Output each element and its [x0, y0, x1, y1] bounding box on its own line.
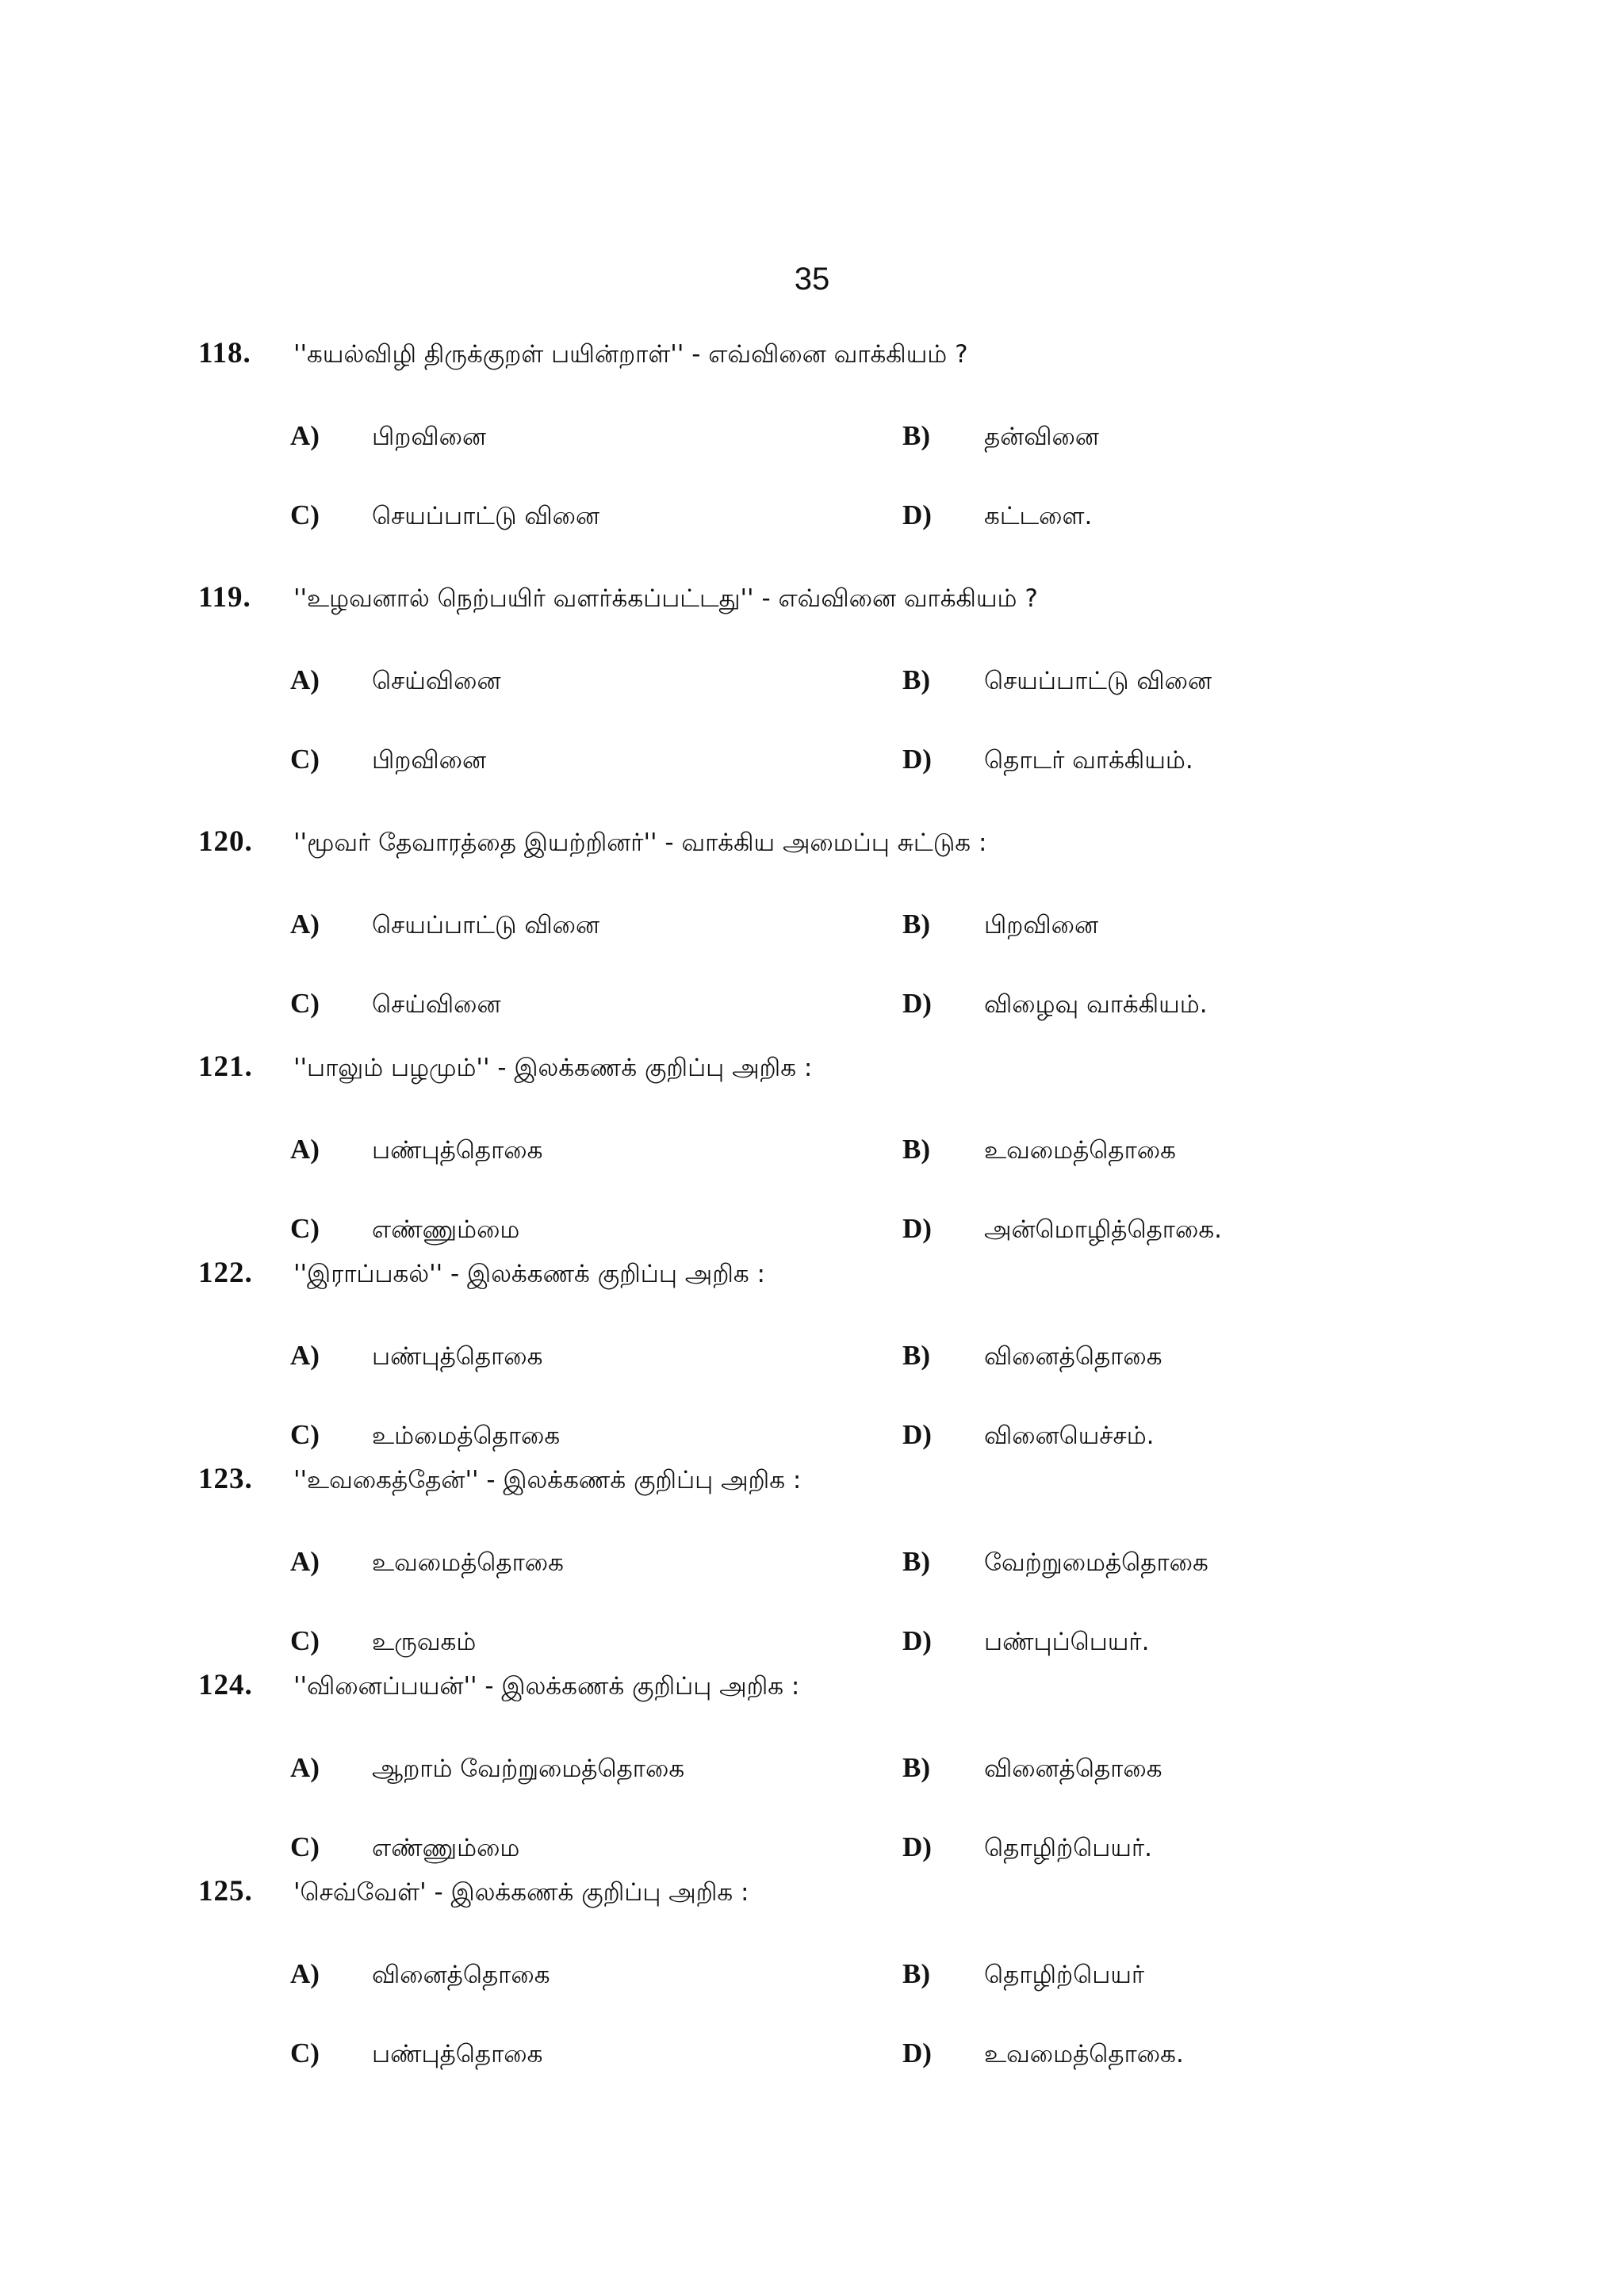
option-a [290, 1335, 542, 1377]
option-d [902, 2033, 1184, 2075]
question-123 [198, 1459, 1546, 1662]
option-text: விழைவு வாக்கியம். [984, 990, 1208, 1019]
question-text: ''உவகைத்தேன்'' - இலக்கணக் குறிப்பு அறிக : [293, 1466, 802, 1494]
option-row [198, 1129, 1546, 1170]
option-letter: C) [290, 1625, 320, 1656]
option-row [198, 1827, 1546, 1868]
question-number: 122. [198, 1257, 253, 1289]
option-row [198, 1208, 1546, 1249]
option-b [902, 1129, 1176, 1171]
option-letter: A) [290, 1546, 320, 1577]
option-letter: B) [902, 1958, 930, 1989]
option-d [902, 1414, 1155, 1456]
option-a [290, 1129, 542, 1171]
option-letter: A) [290, 1134, 320, 1165]
option-text: வினைத்தொகை [984, 1342, 1162, 1371]
option-text: உவமைத்தொகை [372, 1548, 564, 1577]
option-text: உவமைத்தொகை [984, 1136, 1176, 1165]
option-row [198, 983, 1546, 1024]
option-b [902, 904, 1098, 946]
option-b [902, 415, 1099, 457]
option-row [198, 904, 1546, 945]
option-letter: A) [290, 909, 320, 939]
option-letter: C) [290, 2038, 320, 2068]
option-c [290, 1621, 476, 1663]
option-letter: D) [902, 744, 932, 775]
option-b [902, 1954, 1144, 1996]
option-letter: A) [290, 1958, 320, 1989]
option-c [290, 739, 486, 781]
option-row [198, 1954, 1546, 1995]
question-header [198, 1253, 1546, 1294]
option-text: பண்புத்தொகை [372, 1342, 543, 1371]
question-text: ''இராப்பகல்'' - இலக்கணக் குறிப்பு அறிக : [293, 1260, 765, 1288]
question-number: 118. [198, 337, 251, 369]
option-text: தொடர் வாக்கியம். [984, 746, 1193, 775]
option-b [902, 1747, 1162, 1789]
option-d [902, 739, 1193, 781]
option-row [198, 1747, 1546, 1789]
option-text: எண்ணும்மை [372, 1834, 520, 1862]
option-c [290, 983, 501, 1025]
option-letter: D) [902, 988, 932, 1019]
option-text: உவமைத்தொகை. [984, 2040, 1184, 2068]
option-text: செய்வினை [372, 667, 501, 695]
question-header [198, 1665, 1546, 1706]
option-letter: A) [290, 1752, 320, 1783]
question-text: ''பாலும் பழமும்'' - இலக்கணக் குறிப்பு அறிக : [293, 1054, 813, 1082]
option-text: செய்வினை [372, 990, 501, 1019]
question-number: 125. [198, 1875, 253, 1908]
option-letter: B) [902, 664, 930, 695]
option-row [198, 1335, 1546, 1376]
question-121 [198, 1047, 1546, 1249]
option-letter: B) [902, 1546, 930, 1577]
option-text: எண்ணும்மை [372, 1215, 520, 1244]
option-d [902, 983, 1208, 1025]
option-row [198, 660, 1546, 701]
question-text: ''உழவனால் நெற்பயிர் வளர்க்கப்பட்டது'' - எவ்வினை வாக்கியம் ? [293, 584, 1038, 613]
option-letter: A) [290, 664, 320, 695]
option-row [198, 415, 1546, 457]
option-text: உருவகம் [372, 1628, 477, 1656]
question-number: 119. [198, 581, 251, 614]
question-number: 121. [198, 1050, 253, 1083]
option-letter: D) [902, 2038, 932, 2068]
option-row [198, 739, 1546, 780]
question-header [198, 333, 1546, 374]
option-text: பிறவினை [372, 746, 487, 775]
option-c [290, 1827, 519, 1869]
option-letter: A) [290, 1340, 320, 1371]
option-row [198, 2033, 1546, 2074]
option-c [290, 2033, 542, 2075]
question-header [198, 1871, 1546, 1912]
option-text: தொழிற்பெயர். [984, 1834, 1152, 1862]
option-letter: C) [290, 1213, 320, 1244]
question-125 [198, 1871, 1546, 2074]
option-letter: C) [290, 1831, 320, 1862]
option-b [902, 660, 1212, 702]
question-number: 120. [198, 825, 253, 858]
option-text: ஆறாம் வேற்றுமைத்தொகை [372, 1755, 685, 1783]
option-letter: B) [902, 1134, 930, 1165]
option-c [290, 495, 599, 537]
option-text: வினைத்தொகை [372, 1961, 550, 1989]
option-a [290, 1541, 564, 1583]
option-c [290, 1414, 560, 1456]
option-a [290, 415, 486, 457]
option-text: உம்மைத்தொகை [372, 1422, 561, 1450]
option-a [290, 904, 599, 946]
option-letter: D) [902, 1419, 932, 1450]
page-number: 35 [794, 262, 830, 297]
option-text: பண்புத்தொகை [372, 1136, 543, 1165]
option-text: கட்டளை. [984, 502, 1093, 530]
option-text: செயப்பாட்டு வினை [372, 911, 600, 939]
question-text: ''மூவர் தேவாரத்தை இயற்றினர்'' - வாக்கிய அமைப்பு சுட்டுக : [293, 828, 987, 857]
option-letter: D) [902, 1625, 932, 1656]
option-row [198, 495, 1546, 536]
question-number: 123. [198, 1463, 253, 1495]
option-row [198, 1414, 1546, 1456]
option-d [902, 1621, 1149, 1663]
option-a [290, 1747, 684, 1789]
option-letter: A) [290, 420, 320, 451]
option-row [198, 1541, 1546, 1582]
option-text: வினைத்தொகை [984, 1755, 1162, 1783]
question-header [198, 1047, 1546, 1088]
option-text: வினையெச்சம். [984, 1422, 1155, 1450]
option-text: பிறவினை [372, 423, 487, 451]
option-d [902, 1827, 1152, 1869]
question-124 [198, 1665, 1546, 1868]
option-text: பண்புப்பெயர். [984, 1628, 1150, 1656]
question-header [198, 821, 1546, 863]
option-text: பிறவினை [984, 911, 1099, 939]
option-letter: C) [290, 744, 320, 775]
option-text: செயப்பாட்டு வினை [372, 502, 600, 530]
question-header [198, 577, 1546, 618]
option-b [902, 1335, 1162, 1377]
option-text: பண்புத்தொகை [372, 2040, 543, 2068]
option-letter: D) [902, 1831, 932, 1862]
option-row [198, 1621, 1546, 1662]
option-d [902, 495, 1092, 537]
option-letter: C) [290, 499, 320, 530]
option-d [902, 1208, 1222, 1250]
option-letter: D) [902, 499, 932, 530]
question-122 [198, 1253, 1546, 1456]
option-a [290, 660, 501, 702]
option-text: வேற்றுமைத்தொகை [984, 1548, 1208, 1577]
option-letter: D) [902, 1213, 932, 1244]
option-letter: B) [902, 1752, 930, 1783]
question-118 [198, 333, 1546, 536]
question-120 [198, 821, 1546, 1024]
question-number: 124. [198, 1669, 253, 1701]
option-text: தன்வினை [984, 423, 1099, 451]
question-119 [198, 577, 1546, 780]
question-header [198, 1459, 1546, 1500]
option-letter: C) [290, 1419, 320, 1450]
option-c [290, 1208, 519, 1250]
option-letter: C) [290, 988, 320, 1019]
question-text: ''கயல்விழி திருக்குறள் பயின்றாள்'' - எவ்வினை வாக்கியம் ? [293, 340, 968, 369]
option-letter: B) [902, 420, 930, 451]
question-text: 'செவ்வேள்' - இலக்கணக் குறிப்பு அறிக : [293, 1878, 749, 1907]
option-text: செயப்பாட்டு வினை [984, 667, 1212, 695]
option-b [902, 1541, 1208, 1583]
option-a [290, 1954, 550, 1996]
option-letter: B) [902, 909, 930, 939]
question-text: ''வினைப்பயன்'' - இலக்கணக் குறிப்பு அறிக : [293, 1672, 800, 1701]
option-text: அன்மொழித்தொகை. [984, 1215, 1223, 1244]
option-text: தொழிற்பெயர் [984, 1961, 1145, 1989]
option-letter: B) [902, 1340, 930, 1371]
